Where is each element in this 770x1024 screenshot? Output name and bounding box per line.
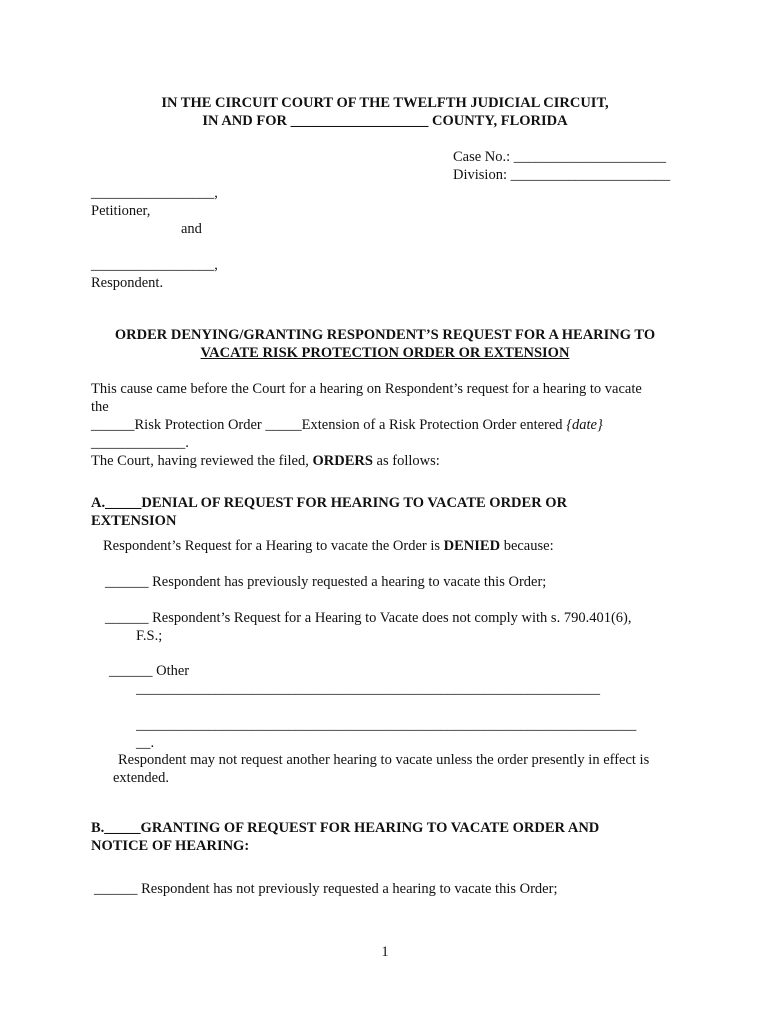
denial-option-noncompliance-line2: F.S.;: [136, 628, 163, 644]
intro-line1: This cause came before the Court for a hearing on Respondent’s request for a hearing to vacate: [91, 381, 642, 397]
court-orders-line: [91, 452, 440, 470]
petitioner-name-blank: _________________,: [91, 185, 218, 201]
other-reason-blank-line2: _____________________________________________________________________: [136, 717, 637, 733]
section-a-heading-line1: A._____DENIAL OF REQUEST FOR HEARING TO VACATE ORDER OR: [91, 495, 568, 511]
date-placeholder: {date}: [566, 417, 603, 433]
respondent-label: Respondent.: [91, 275, 164, 291]
denial-text-a: Respondent’s Request for a Hearing to vacate the Order is: [103, 538, 444, 554]
grant-option-not-previously-requested: ______ Respondent has not previously requested a hearing to vacate this Order;: [94, 881, 558, 897]
denial-text-b: because:: [500, 538, 554, 554]
intro-line2: the: [91, 399, 109, 415]
other-reason-blank-line3: __.: [136, 735, 155, 751]
other-reason-blank-line1: ________________________________________________________________: [136, 681, 600, 697]
page-number: 1: [381, 944, 389, 960]
order-type-options: ______Risk Protection Order _____Extension of a Risk Protection Order entered: [91, 417, 567, 433]
court-caption-line1: IN THE CIRCUIT COURT OF THE TWELFTH JUDICIAL CIRCUIT,: [161, 95, 609, 111]
court-caption-line2: IN AND FOR ___________________ COUNTY, FLORIDA: [202, 113, 568, 129]
order-title-line2: VACATE RISK PROTECTION ORDER OR EXTENSION: [200, 345, 570, 361]
section-b-heading-line1: B._____GRANTING OF REQUEST FOR HEARING TO VACATE ORDER AND: [91, 820, 600, 836]
denial-note-line2: extended.: [113, 770, 169, 786]
section-b-heading-line2: NOTICE OF HEARING:: [91, 838, 250, 854]
orders-keyword: ORDERS: [312, 453, 373, 469]
denied-keyword: DENIED: [443, 538, 501, 554]
date-blank: _____________.: [91, 435, 189, 451]
case-number-field: Case No.: _____________________: [453, 149, 667, 165]
denial-option-noncompliance-line1: ______ Respondent’s Request for a Hearing to Vacate does not comply with s. 790.401(6),: [105, 610, 632, 626]
respondent-name-blank: _________________,: [91, 257, 218, 273]
and-label: and: [181, 221, 202, 237]
court-orders-text-a: The Court, having reviewed the filed,: [91, 453, 313, 469]
court-orders-text-b: as follows:: [372, 453, 440, 469]
section-a-heading-line2: EXTENSION: [91, 513, 177, 529]
order-title-line1: ORDER DENYING/GRANTING RESPONDENT’S REQUEST FOR A HEARING TO: [114, 327, 656, 343]
petitioner-label: Petitioner,: [91, 203, 151, 219]
division-field: Division: ______________________: [453, 167, 671, 183]
denial-option-previously-requested: ______ Respondent has previously requested a hearing to vacate this Order;: [105, 574, 547, 590]
intro-order-type-line: [91, 416, 603, 434]
denial-statement: [103, 537, 554, 555]
denial-option-other: ______ Other: [109, 663, 190, 679]
denial-note-line1: Respondent may not request another hearing to vacate unless the order presently in effect is: [118, 752, 650, 768]
